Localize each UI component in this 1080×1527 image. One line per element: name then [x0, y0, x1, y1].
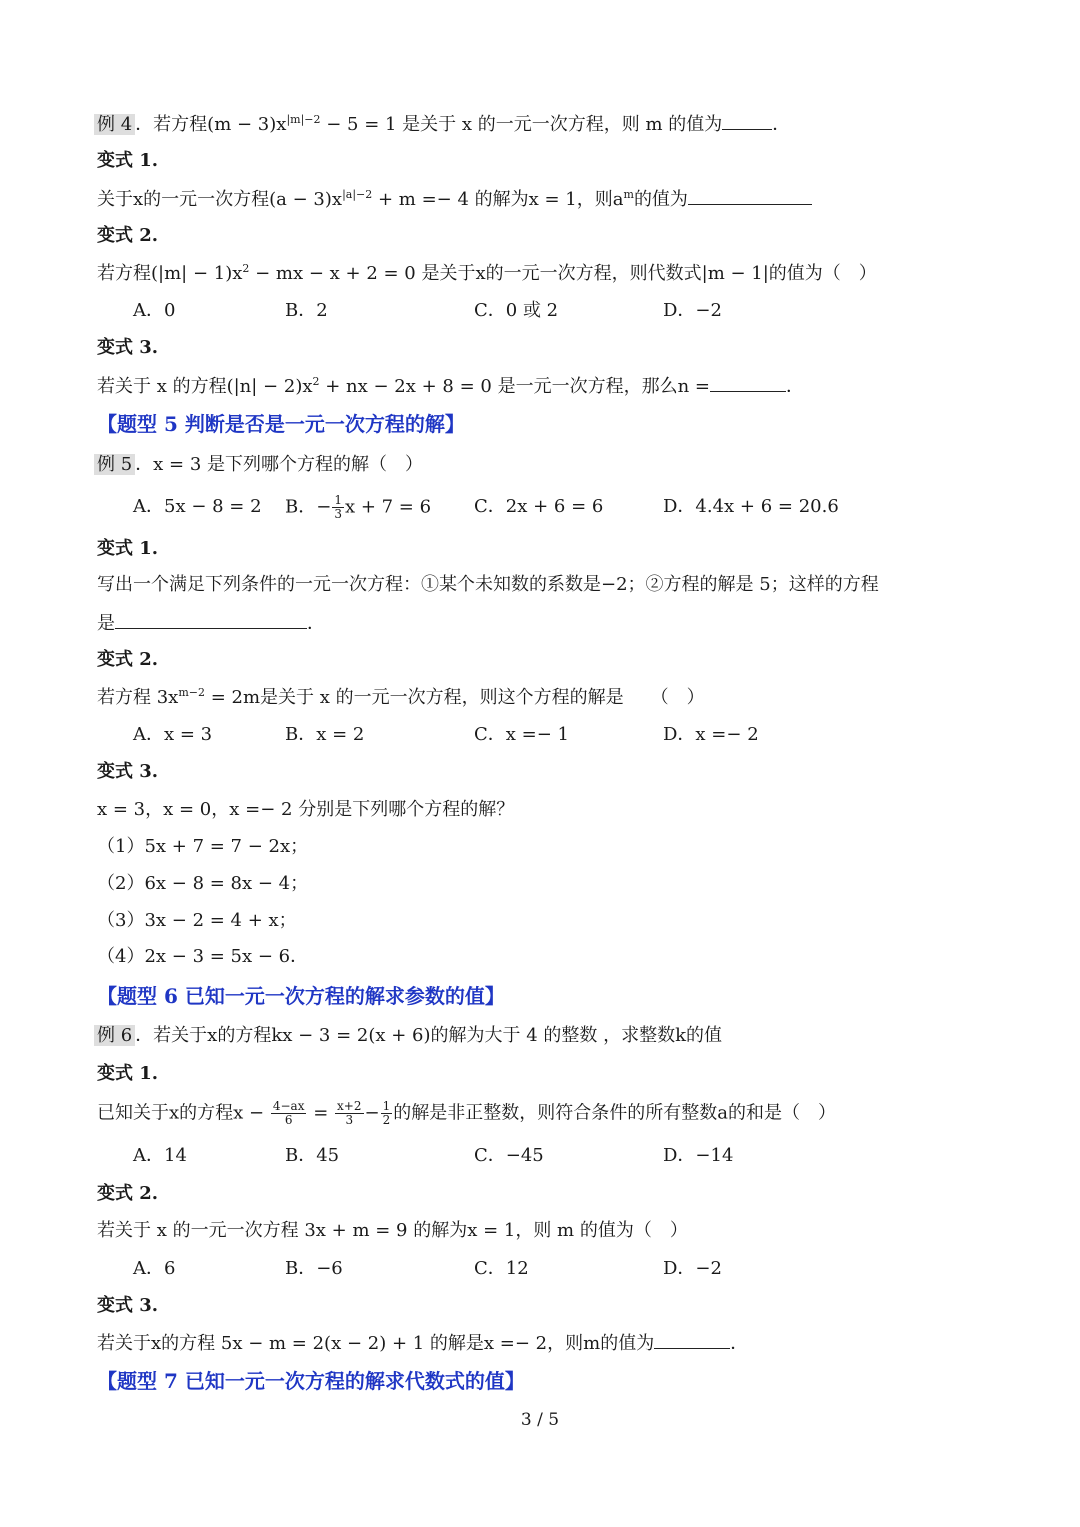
example-4: 例 4 ．若方程$(m - 3)x^{|m|-2} - 5 = 1$ 是关于 x 的一元一次方程，则 m 的值为 ． — [97, 111, 790, 138]
section-heading: 【题型 7 已知一元一次方程的解求代数式的值】 — [97, 1369, 525, 1393]
variant-title: 变式 1. — [97, 150, 159, 171]
variant-question: 若关于 x 的方程$(|n| - 2)x^2$ + nx − 2x + 8 = 0 是一元一次方程，那么n = ． — [97, 375, 804, 397]
variant-title: 变式 2. — [97, 649, 159, 670]
option-c[interactable]: C．0 或 2 — [474, 300, 559, 321]
variant-question: 写出一个满足下列条件的一元一次方程：①某个未知数的系数是−2；②方程的解是 5；这样的方程 — [97, 574, 879, 595]
section-heading: 【题型 5 判断是否是一元一次方程的解】 — [97, 412, 465, 436]
variant-question: 若关于x的方程 5x − m = 2(x − 2) + 1 的解是x =− 2，则m的值为 ． — [97, 1330, 748, 1357]
sub-item: （1）5x + 7 = 7 − 2x； — [97, 836, 309, 857]
example-5: 例 5 ．x = 3 是下列哪个方程的解（ ） — [97, 452, 423, 478]
example-label: 例 6 — [94, 1025, 135, 1046]
option-c[interactable]: C．−45 — [474, 1145, 544, 1166]
fraction: $\frac{x+2}{3}$ — [337, 1099, 362, 1127]
answer-blank[interactable] — [654, 1330, 730, 1349]
option-d[interactable]: D．−2 — [663, 1258, 722, 1279]
option-a[interactable]: A．x = 3 — [133, 724, 213, 745]
answer-blank[interactable] — [688, 186, 812, 205]
variant-question: 若关于 x 的一元一次方程 3x + m = 9 的解为x = 1，则 m 的值为（ ） — [97, 1220, 688, 1241]
sub-item: （4）2x − 3 = 5x − 6． — [97, 946, 309, 967]
variant-question: 已知关于x的方程x − $\frac{4-ax}{6}$ = $\frac{x+2}{3}$ − $\frac{1}{2}$ 的解是非正整数，则符合条件的所有整数a的和是（ ） — [97, 1099, 836, 1127]
option-d[interactable]: D．4.4x + 6 = 20.6 — [663, 496, 839, 517]
option-a[interactable]: A．5x − 8 = 2 — [133, 496, 262, 517]
answer-blank[interactable] — [710, 373, 786, 392]
option-b[interactable]: B．x = 2 — [285, 724, 365, 745]
variant-title: 变式 2. — [97, 225, 159, 246]
variant-title: 变式 1. — [97, 538, 159, 559]
variant-title: 变式 3. — [97, 1295, 159, 1316]
example-label: 例 5 — [94, 454, 135, 475]
option-b[interactable]: B．2 — [285, 300, 328, 321]
sub-item: （2）6x − 8 = 8x − 4； — [97, 873, 309, 894]
variant-question: 若方程$(|m| - 1)x^2$ − mx − x + 2 = 0 是关于x的一元一次方程，则代数式|m − 1|的值为（ ） — [97, 262, 877, 284]
example-6: 例 6 ．若关于x的方程kx − 3 = 2(x + 6)的解为大于 4 的整数 ，求整数k的值 — [97, 1023, 722, 1049]
variant-question: 若方程 $3x^{m-2} = 2m$是关于 x 的一元一次方程，则这个方程的解是 （ ） — [97, 686, 705, 708]
variant-title: 变式 3. — [97, 761, 159, 782]
variant-question: x = 3，x = 0，x =− 2 分别是下列哪个方程的解？ — [97, 799, 515, 820]
variant-title: 变式 3. — [97, 337, 159, 358]
option-a[interactable]: A．0 — [133, 300, 176, 321]
option-a[interactable]: A．14 — [133, 1145, 187, 1166]
option-b[interactable]: B．− $\frac{1}{3}$ x + 7 = 6 — [285, 493, 432, 521]
option-d[interactable]: D．−14 — [663, 1145, 734, 1166]
option-d[interactable]: D．−2 — [663, 300, 722, 321]
variant-question: 关于x的一元一次方程$(a - 3)x^{|a|-2} + m =- 4$ 的解为x = 1，则$a^m$的值为 — [97, 186, 812, 213]
option-d[interactable]: D．x =− 2 — [663, 724, 759, 745]
option-b[interactable]: B．−6 — [285, 1258, 343, 1279]
option-c[interactable]: C．12 — [474, 1258, 529, 1279]
answer-blank[interactable] — [115, 610, 307, 629]
variant-title: 变式 2. — [97, 1183, 159, 1204]
option-c[interactable]: C．x =− 1 — [474, 724, 569, 745]
option-c[interactable]: C．2x + 6 = 6 — [474, 496, 604, 517]
section-heading: 【题型 6 已知一元一次方程的解求参数的值】 — [97, 984, 505, 1008]
variant-title: 变式 1. — [97, 1063, 159, 1084]
option-a[interactable]: A．6 — [133, 1258, 176, 1279]
variant-question-continued: 是 ． — [97, 610, 325, 637]
fraction: $\frac{1}{2}$ — [382, 1099, 391, 1127]
answer-blank[interactable] — [722, 111, 772, 130]
page-number: 3 / 5 — [520, 1410, 560, 1430]
fraction: $\frac{1}{3}$ — [334, 493, 342, 521]
fraction: $\frac{4-ax}{6}$ — [272, 1099, 305, 1127]
example-label: 例 4 — [94, 114, 135, 135]
sub-item: （3）3x − 2 = 4 + x； — [97, 910, 297, 931]
option-b[interactable]: B．45 — [285, 1145, 340, 1166]
